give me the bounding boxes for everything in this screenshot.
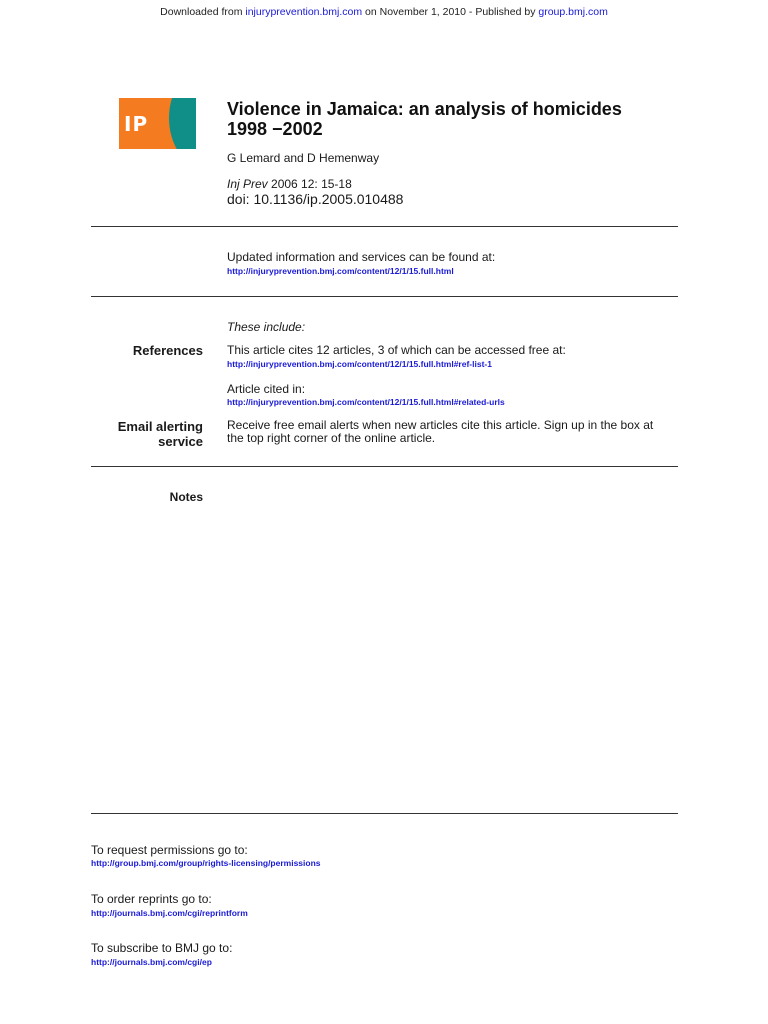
download-date: on November 1, 2010 - Published by — [362, 6, 539, 18]
publisher-link[interactable]: group.bmj.com — [538, 6, 608, 18]
subscribe-text: To subscribe to BMJ go to: — [91, 941, 233, 955]
references-text: This article cites 12 articles, 3 of which can be accessed free at: — [227, 343, 566, 357]
email-text-line-1: Receive free email alerts when new articles cite this article. Sign up in the box at — [227, 418, 654, 432]
updated-info-link[interactable]: http://injuryprevention.bmj.com/content/12/1/15.full.html — [227, 266, 454, 276]
subscribe-link[interactable]: http://journals.bmj.com/cgi/ep — [91, 957, 212, 967]
email-alerting-label — [91, 419, 203, 449]
journal-name: Inj Prev — [227, 177, 268, 191]
email-label-line-1: Email alerting — [117, 419, 203, 434]
site-link[interactable]: injuryprevention.bmj.com — [245, 6, 363, 18]
title-line-2: 1998 −2002 — [227, 119, 323, 139]
references-link[interactable]: http://injuryprevention.bmj.com/content/12/1/15.full.html#ref-list-1 — [227, 359, 492, 369]
cited-in-link[interactable]: http://injuryprevention.bmj.com/content/12/1/15.full.html#related-urls — [227, 397, 505, 407]
these-include-text: These include: — [227, 320, 306, 334]
email-label-line-2: service — [158, 434, 203, 449]
citation-details: 2006 12: 15-18 — [267, 177, 352, 191]
divider — [91, 813, 678, 814]
updated-info-text: Updated information and services can be found at: — [227, 250, 496, 264]
email-alerting-text — [227, 419, 679, 445]
logo-teal-shape — [169, 98, 196, 149]
divider — [91, 296, 678, 297]
notes-label: Notes — [169, 490, 203, 504]
email-text-line-2: the top right corner of the online article. — [227, 431, 436, 445]
divider — [91, 466, 678, 467]
logo-text: IP — [124, 112, 149, 136]
article-doi: doi: 10.1136/ip.2005.010488 — [227, 191, 404, 207]
reprints-link[interactable]: http://journals.bmj.com/cgi/reprintform — [91, 908, 248, 918]
article-citation — [227, 177, 352, 191]
reprints-text: To order reprints go to: — [91, 892, 212, 906]
article-cited-in-text: Article cited in: — [227, 382, 306, 396]
permissions-link[interactable]: http://group.bmj.com/group/rights-licensing/permissions — [91, 858, 321, 868]
article-authors: G Lemard and D Hemenway — [227, 151, 380, 165]
journal-logo — [119, 98, 196, 149]
permissions-text: To request permissions go to: — [91, 843, 248, 857]
divider — [91, 226, 678, 227]
download-info-line — [0, 6, 768, 18]
references-label: References — [132, 343, 203, 358]
title-line-1: Violence in Jamaica: an analysis of homicides — [227, 99, 622, 119]
download-prefix: Downloaded from — [160, 6, 246, 18]
article-title — [227, 99, 667, 139]
